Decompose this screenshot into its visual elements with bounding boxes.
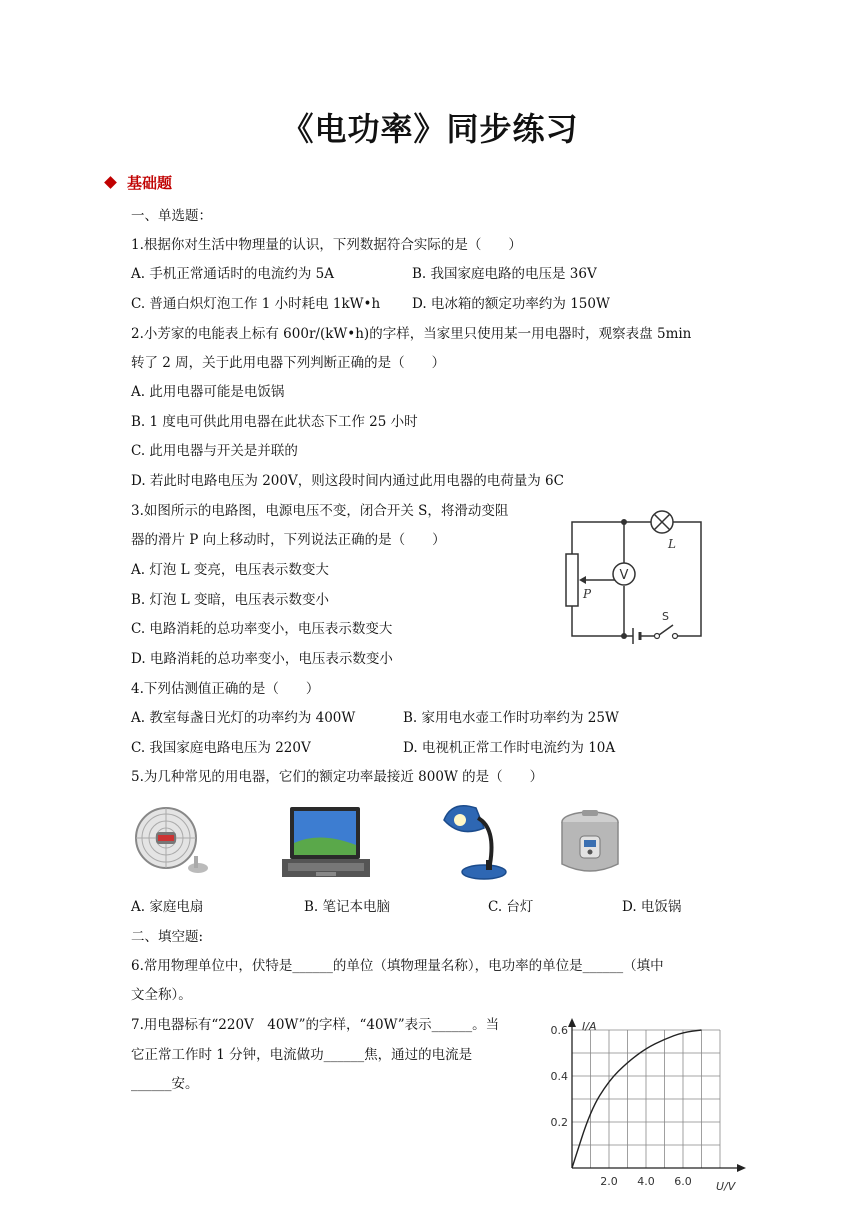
q3-option-c: C. 电路消耗的总功率变小，电压表示数变大 [131, 621, 393, 637]
diamond-bullet-icon [104, 176, 117, 189]
x-tick-label: 2.0 [600, 1175, 618, 1188]
q1-option-d: D. 电冰箱的额定功率约为 150W [412, 296, 610, 312]
q5-option-a: A. 家庭电扇 [131, 899, 204, 915]
q5-option-b: B. 笔记本电脑 [304, 899, 391, 915]
lamp-label: L [668, 537, 676, 551]
q7-line1: 7.用电器标有“220V 40W”的字样，“40W”表示______。当 [131, 1017, 500, 1033]
q1-option-c: C. 普通白炽灯泡工作 1 小时耗电 1kW•h [131, 296, 381, 312]
q1-stem: 1.根据你对生活中物理量的认识，下列数据符合实际的是（ ） [131, 237, 522, 253]
q3-option-b: B. 灯泡 L 变暗，电压表示数变小 [131, 592, 330, 608]
section-title: 基础题 [127, 174, 173, 192]
slider-label: P [583, 587, 592, 601]
q5-option-d: D. 电饭锅 [622, 899, 682, 915]
junction-dot [621, 519, 627, 525]
q5-option-c: C. 台灯 [488, 899, 534, 915]
q2-option-c: C. 此用电器与开关是并联的 [131, 443, 298, 459]
rheostat-icon [566, 554, 578, 606]
switch-label: S [662, 610, 669, 623]
lamp-icon [651, 511, 673, 533]
q4-option-a: A. 教室每盏日光灯的功率约为 400W [131, 710, 356, 726]
x-axis-label: U/V [716, 1180, 736, 1193]
circuit-diagram [558, 508, 718, 648]
y-axis-arrow-icon [568, 1018, 576, 1027]
q4-option-b: B. 家用电水壶工作时功率约为 25W [403, 710, 619, 726]
laptop-image [280, 805, 372, 881]
q5-stem: 5.为几种常见的用电器，它们的额定功率最接近 800W 的是（ ） [131, 769, 544, 785]
y-tick-label: 0.6 [550, 1024, 568, 1037]
iu-graph [540, 1012, 750, 1202]
q3-stem-line1: 3.如图所示的电路图，电源电压不变，闭合开关 S，将滑动变阻 [131, 503, 509, 519]
q2-option-b: B. 1 度电可供此用电器在此状态下工作 25 小时 [131, 414, 418, 430]
q7-line3: ______安。 [131, 1076, 199, 1092]
fan-image [128, 806, 214, 880]
q4-option-d: D. 电视机正常工作时电流约为 10A [403, 740, 616, 756]
q1-option-b: B. 我国家庭电路的电压是 36V [412, 266, 597, 282]
q1-option-a: A. 手机正常通话时的电流约为 5A [131, 266, 334, 282]
desk-lamp-image [438, 798, 510, 882]
q2-option-a: A. 此用电器可能是电饭锅 [131, 384, 285, 400]
voltmeter-label: V [619, 568, 629, 583]
q2-stem-line2: 转了 2 周，关于此用电器下列判断正确的是（ ） [131, 355, 446, 371]
slider-arrow-icon [579, 576, 586, 584]
x-tick-label: 6.0 [674, 1175, 692, 1188]
junction-dot [621, 633, 627, 639]
q3-stem-line2: 器的滑片 P 向上移动时，下列说法正确的是（ ） [131, 532, 446, 548]
section-heading [106, 172, 172, 193]
q7-line2: 它正常工作时 1 分钟，电流做功______焦，通过的电流是 [131, 1047, 473, 1063]
y-tick-label: 0.4 [550, 1070, 568, 1083]
circuit-wire-top-right [572, 522, 701, 636]
part1-heading: 一、单选题： [131, 208, 212, 224]
part2-heading: 二、填空题: [131, 929, 204, 945]
q6-line1: 6.常用物理单位中，伏特是______的单位（填物理量名称），电功率的单位是______（填中 [131, 958, 664, 974]
switch-icon [655, 625, 678, 639]
y-axis-label: I/A [582, 1020, 597, 1033]
page-title: 《电功率》同步练习 [281, 110, 579, 148]
q4-option-c: C. 我国家庭电路电压为 220V [131, 740, 311, 756]
q6-line2: 文全称）。 [131, 987, 192, 1003]
rice-cooker-image [556, 808, 626, 880]
x-tick-label: 4.0 [637, 1175, 655, 1188]
q4-stem: 4.下列估测值正确的是（ ） [131, 681, 320, 697]
y-tick-label: 0.2 [550, 1116, 568, 1129]
q2-option-d: D. 若此时电路电压为 200V，则这段时间内通过此用电器的电荷量为 6C [131, 473, 564, 489]
q3-option-a: A. 灯泡 L 变亮，电压表示数变大 [131, 562, 329, 578]
x-axis-arrow-icon [737, 1164, 746, 1172]
battery-icon [633, 628, 640, 644]
q2-stem-line1: 2.小芳家的电能表上标有 600r/(kW•h)的字样，当家里只使用某一用电器时，观察表盘 5min [131, 326, 692, 342]
q3-option-d: D. 电路消耗的总功率变小，电压表示数变小 [131, 651, 393, 667]
